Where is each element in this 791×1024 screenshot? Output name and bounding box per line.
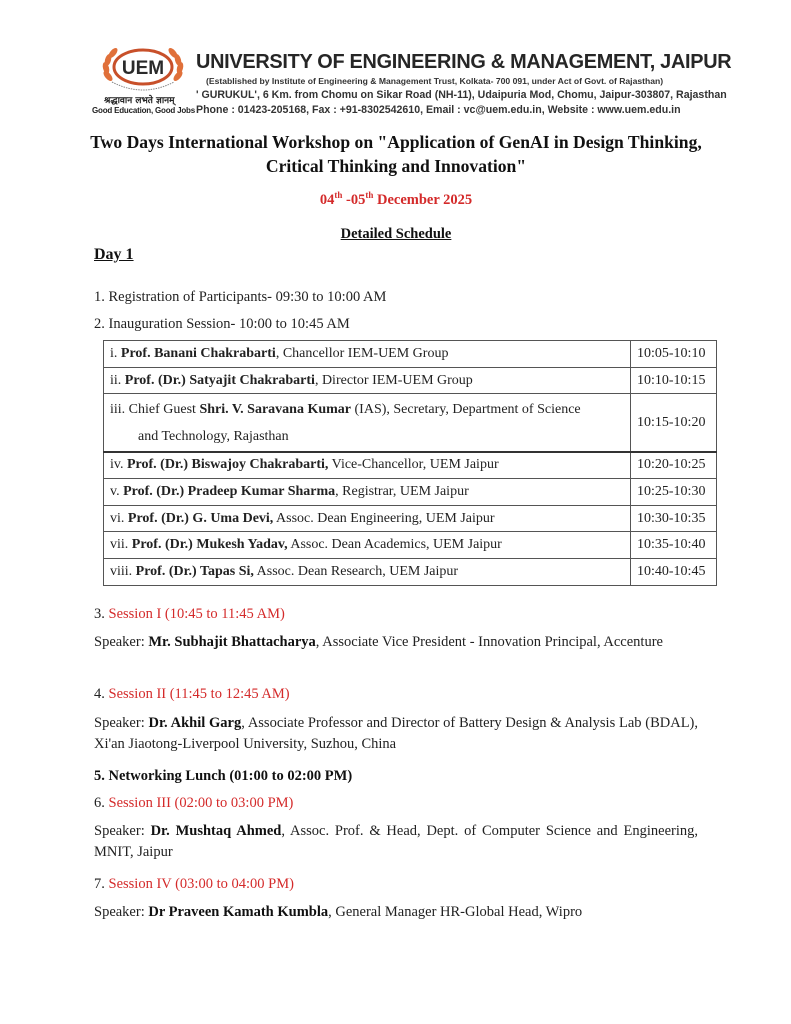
date-separator: - <box>342 192 351 208</box>
session-4-speaker <box>94 902 698 923</box>
networking-lunch: 5. Networking Lunch (01:00 to 02:00 PM) <box>94 768 353 784</box>
guest-cell <box>104 559 631 586</box>
session-1-speaker <box>94 632 698 653</box>
session-number: 6. <box>94 795 109 811</box>
guest-role: Assoc. Dean Academics, UEM Jaipur <box>287 537 502 553</box>
table-row <box>104 367 717 394</box>
guest-name: Prof. (Dr.) Pradeep Kumar Sharma <box>123 483 336 499</box>
speaker-role: , General Manager HR-Global Head, Wipro <box>328 904 583 920</box>
establishment-note: (Established by Institute of Engineering & Management Trust, Kolkata- 700 091, under Act of Govt. of Rajasthan) <box>206 76 664 86</box>
guest-role: (IAS), Secretary, Department of Science <box>351 401 581 417</box>
guest-role: , Director IEM-UEM Group <box>314 372 473 388</box>
session-label: Session II (11:45 to 12:45 AM) <box>108 686 290 702</box>
session-3-heading <box>94 795 293 812</box>
speaker-name: Dr. Akhil Garg <box>148 715 242 731</box>
guest-name: Prof. (Dr.) Tapas Si, <box>135 563 254 579</box>
time-cell: 10:15-10:20 <box>631 394 717 452</box>
inauguration-table <box>103 340 717 586</box>
guest-cell <box>104 479 631 506</box>
speaker-prefix: Speaker: <box>94 634 149 650</box>
guest-cell <box>104 367 631 394</box>
speaker-role: , Associate Vice President - Innovation Principal, Accenture <box>315 634 663 650</box>
table-row <box>104 559 717 586</box>
table-row <box>104 532 717 559</box>
session-1-heading <box>94 606 285 623</box>
session-number: 3. <box>94 606 109 622</box>
guest-name: Prof. Banani Chakrabarti <box>120 345 276 361</box>
row-number: vi. <box>110 510 128 526</box>
session-2-speaker <box>94 713 698 755</box>
time-cell: 10:30-10:35 <box>631 505 717 532</box>
end-day: 05 <box>350 192 366 208</box>
session-2-heading <box>94 686 290 703</box>
table-row <box>104 505 717 532</box>
logo-motto: श्रद्धावान लभते ज्ञानम् <box>104 96 175 106</box>
day-heading: Day 1 <box>94 246 134 263</box>
guest-cell <box>104 394 631 452</box>
table-row <box>104 341 717 368</box>
table-row <box>104 479 717 506</box>
session-4-heading <box>94 876 294 893</box>
guest-role: , Chancellor IEM-UEM Group <box>275 345 449 361</box>
university-contact: Phone : 01423-205168, Fax : +91-8302542610, Email : vc@uem.edu.in, Website : www.uem.edu.in <box>196 104 681 116</box>
guest-name: Prof. (Dr.) Mukesh Yadav, <box>131 537 288 553</box>
speaker-name: Dr Praveen Kamath Kumbla <box>148 904 329 920</box>
time-cell: 10:40-10:45 <box>631 559 717 586</box>
speaker-prefix: Speaker: <box>94 823 151 839</box>
time-cell: 10:10-10:15 <box>631 367 717 394</box>
speaker-name: Mr. Subhajit Bhattacharya <box>148 634 316 650</box>
session-3-speaker <box>94 821 698 863</box>
time-cell: 10:05-10:10 <box>631 341 717 368</box>
svg-text:UEM: UEM <box>121 58 165 79</box>
uem-logo <box>90 46 198 120</box>
guest-role: Assoc. Dean Research, UEM Jaipur <box>253 563 459 579</box>
workshop-dates <box>90 190 702 209</box>
university-address: ' GURUKUL', 6 Km. from Chomu on Sikar Road (NH-11), Udaipuria Mod, Chomu, Jaipur-303807, Rajasthan <box>196 89 727 101</box>
logo-tagline: Good Education, Good Jobs <box>92 106 195 115</box>
session-label: Session I (10:45 to 11:45 AM) <box>108 606 285 622</box>
end-day-suffix: th <box>365 190 374 200</box>
speaker-name: Dr. Mushtaq Ahmed <box>150 823 282 839</box>
session-label: Session III (02:00 to 03:00 PM) <box>108 795 294 811</box>
session-number: 4. <box>94 686 109 702</box>
guest-role: , Registrar, UEM Jaipur <box>335 483 469 499</box>
guest-role: Vice-Chancellor, UEM Jaipur <box>328 457 499 473</box>
letterhead <box>88 44 732 122</box>
guest-cell <box>104 341 631 368</box>
session-label: Session IV (03:00 to 04:00 PM) <box>108 876 294 892</box>
time-cell: 10:20-10:25 <box>631 452 717 479</box>
laurel-logo-icon <box>98 46 188 92</box>
time-cell: 10:35-10:40 <box>631 532 717 559</box>
guest-name: Prof. (Dr.) Biswajoy Chakrabarti, <box>126 457 329 473</box>
speaker-role: , Assoc. Prof. & Head, Dept. of Computer Science and Engineering, MNIT, Jaipur <box>94 823 698 860</box>
speaker-prefix: Speaker: <box>94 715 149 731</box>
time-cell: 10:25-10:30 <box>631 479 717 506</box>
guest-name: Prof. (Dr.) G. Uma Devi, <box>127 510 274 526</box>
speaker-prefix: Speaker: <box>94 904 149 920</box>
inauguration-item: 2. Inauguration Session- 10:00 to 10:45 AM <box>94 316 350 332</box>
month-year: December 2025 <box>373 192 473 208</box>
guest-role: Assoc. Dean Engineering, UEM Jaipur <box>273 510 495 526</box>
university-name: UNIVERSITY OF ENGINEERING & MANAGEMENT, JAIPUR <box>196 50 732 73</box>
start-day-suffix: th <box>334 190 343 200</box>
row-number: i. <box>110 345 121 361</box>
table-row <box>104 452 717 479</box>
guest-name: Shri. V. Saravana Kumar <box>199 401 352 417</box>
guest-cell <box>104 505 631 532</box>
registration-item: 1. Registration of Participants- 09:30 to 10:00 AM <box>94 289 387 305</box>
row-number: iv. <box>110 457 127 473</box>
start-day: 04 <box>319 192 335 208</box>
workshop-title: Two Days International Workshop on "Application of GenAI in Design Thinking, Critical Thinking and Innovation" <box>90 132 702 176</box>
guest-role-continued: and Technology, Rajasthan <box>138 428 289 444</box>
schedule-heading: Detailed Schedule <box>340 226 452 242</box>
row-number: vii. <box>110 537 132 553</box>
session-number: 7. <box>94 876 109 892</box>
speaker-role: , Associate Professor and Director of Battery Design & Analysis Lab (BDAL), Xi'an Jiaotong-Liverpool University, Suzhou, China <box>94 715 698 752</box>
row-number: viii. <box>110 563 136 579</box>
row-number: ii. <box>110 372 125 388</box>
table-row <box>104 394 717 452</box>
guest-name: Prof. (Dr.) Satyajit Chakrabarti <box>124 372 315 388</box>
row-number: iii. Chief Guest <box>110 401 200 417</box>
row-number: v. <box>110 483 124 499</box>
guest-cell <box>104 532 631 559</box>
guest-cell <box>104 452 631 479</box>
